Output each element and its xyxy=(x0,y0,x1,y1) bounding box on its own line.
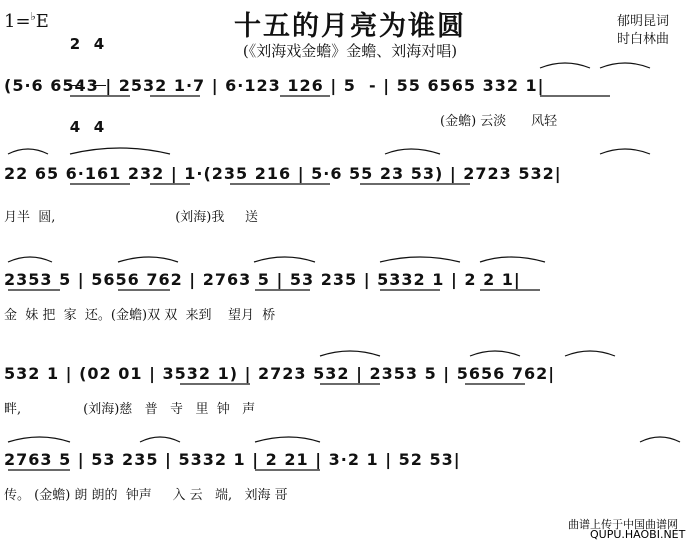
key-label: 1= xyxy=(4,11,31,32)
score-row-2-lyrics: 月半 圆, (刘海)我 送 xyxy=(4,210,259,225)
song-subtitle: (《刘海戏金蟾》金蟾、刘海对唱) xyxy=(242,42,458,60)
score-row-5-lyrics: 传。 (金蟾) 朗 朗的 钟声 入 云 端, 刘海 哥 xyxy=(4,488,288,503)
score-row-4-lyrics: 畔, (刘海)慈 普 寺 里 钟 声 xyxy=(4,402,256,417)
score-row-4-notes: 532 1 | (02 01 | 3532 1) | 2723 532 | 2353 5 | 5656 762| xyxy=(4,364,556,383)
score-row-5-notes: 2763 5 | 53 235 | 5332 1 | 2 21 | 3·2 1 | 52 53| xyxy=(4,450,461,469)
footer-site-url: QUPU.HAOBI.NET xyxy=(590,528,686,541)
score-row-1-notes: (5·6 6543 | 2532 1·7 | 6·123 126 | 5 - | 55 6565 332 1| xyxy=(4,76,545,95)
composer: 时白林曲 xyxy=(617,32,670,47)
flat-sign: ♭ xyxy=(30,10,36,23)
key-note: E xyxy=(35,11,49,32)
song-title: 十五的月亮为谁圆 xyxy=(234,11,466,42)
score-row-1-lyrics: (金蟾) 云淡 风轻 xyxy=(440,114,558,129)
meter-top: 4 xyxy=(93,35,105,53)
lyricist: 郁明昆词 xyxy=(617,14,670,29)
score-row-3-lyrics: 金 妹 把 家 还。(金蟾)双 双 来到 望月 桥 xyxy=(4,308,276,323)
footer-site-name: 曲谱上传于中国曲谱网 xyxy=(568,518,678,531)
meter-bottom: 4 xyxy=(93,118,105,136)
score-row-2-notes: 22 65 6·161 232 | 1·(235 216 | 5·6 55 23 53) | 2723 532| xyxy=(4,164,562,183)
meter-bottom: 4 xyxy=(69,118,81,136)
score-row-3-notes: 2353 5 | 5656 762 | 2763 5 | 53 235 | 5332 1 | 2 2 1| xyxy=(4,270,521,289)
meter-top: 2 xyxy=(69,35,81,53)
